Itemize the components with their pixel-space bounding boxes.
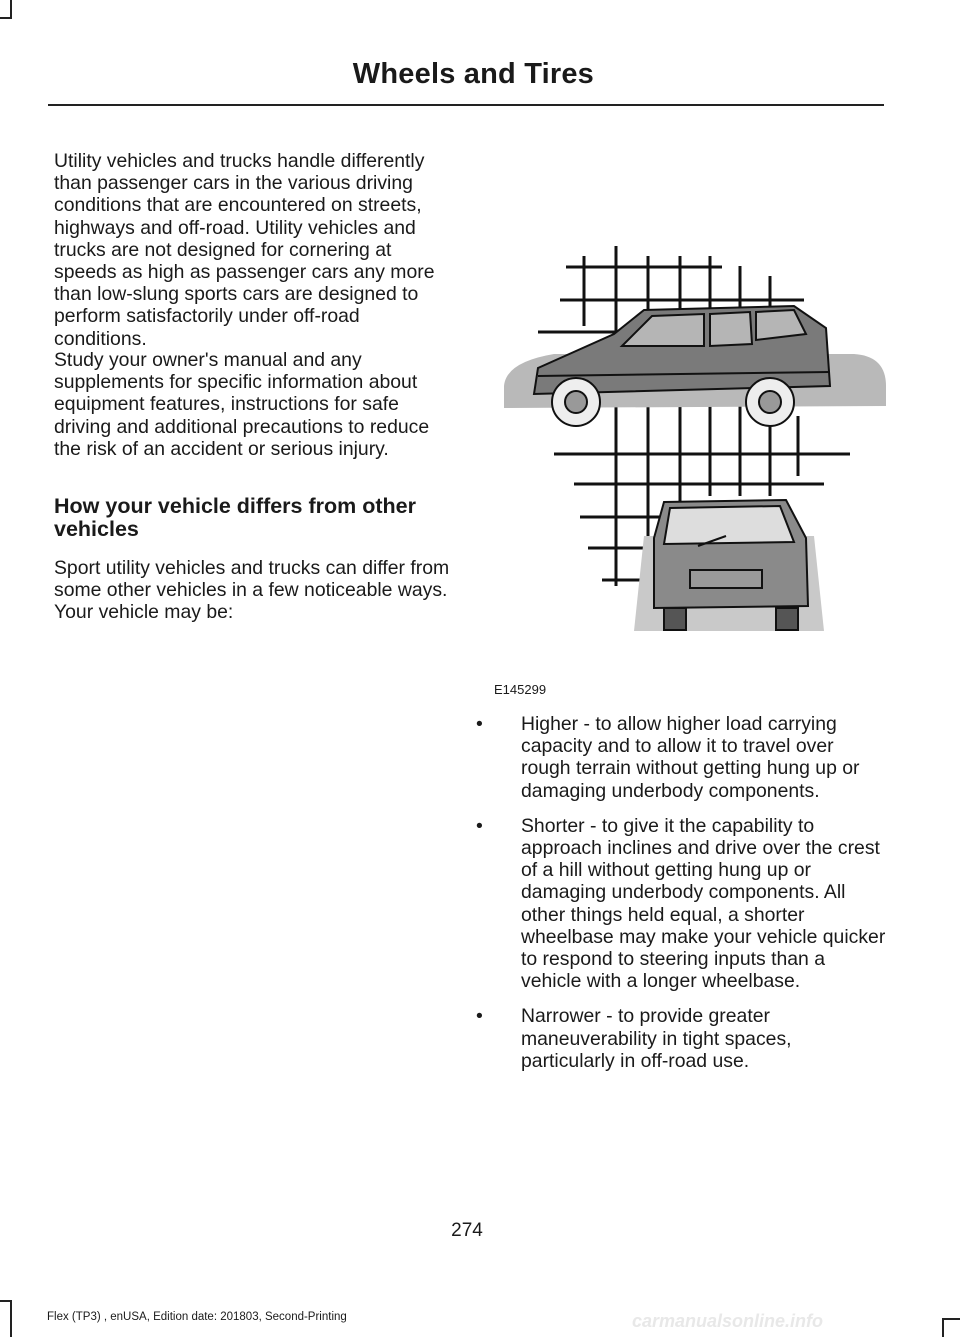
list-item [476,1005,888,1072]
bullet-list [476,713,888,1085]
list-item [476,815,888,993]
page-number: 274 [451,1220,483,1241]
suv-illustration [494,236,914,656]
page-title: Wheels and Tires [352,58,594,90]
differ-paragraph: Sport utility vehicles and trucks can differ from some other vehicles in a few noticeable ways. Your vehicle may be: [54,557,450,624]
intro-paragraph: Utility vehicles and trucks handle differently than passenger cars in the various driving conditions that are encountered on streets, highways and off-road. Utility vehicles and trucks are not designed for cornering at speeds as high as passenger cars any more than low-slung sports cars are designed to perform satisfactorily under off-road conditions. [54,150,435,350]
bullet-text: Narrower - to provide greater maneuverability in tight spaces, particularly in off-road use. [521,1005,792,1072]
crop-mark [942,1318,960,1320]
list-item [476,713,888,802]
manual-paragraph: Study your owner's manual and any supplements for specific information about equipment features, instructions for safe driving and additional precautions to reduce the risk of an accident or serious injury. [54,349,430,460]
bullet-marker: • [476,1005,483,1028]
bullet-text: Shorter - to give it the capability to approach inclines and drive over the crest of a hill without getting hung up or damaging underbody components. All other things held equal, a shorter wheelbase may make your vehicle quicker to respond to steering inputs than a vehicle with a longer wheelbase. [521,814,886,993]
crop-mark [942,1318,944,1337]
bullet-text: Higher - to allow higher load carrying capacity and to allow it to travel over rough terrain without getting hung up or damaging underbody components. [521,713,860,802]
edition-footer: Flex (TP3) , enUSA, Edition date: 201803, Second-Printing [47,1311,347,1323]
section-heading: How your vehicle differs from other vehicles [54,494,416,541]
crop-mark [0,1300,12,1302]
figure-code: E145299 [494,682,547,697]
crop-mark [10,0,12,18]
crop-mark [0,17,12,19]
bullet-marker: • [476,814,483,837]
crop-mark [10,1300,12,1337]
header-rule [48,104,884,106]
bullet-marker: • [476,713,483,735]
watermark: carmanualsonline.info [632,1311,824,1331]
